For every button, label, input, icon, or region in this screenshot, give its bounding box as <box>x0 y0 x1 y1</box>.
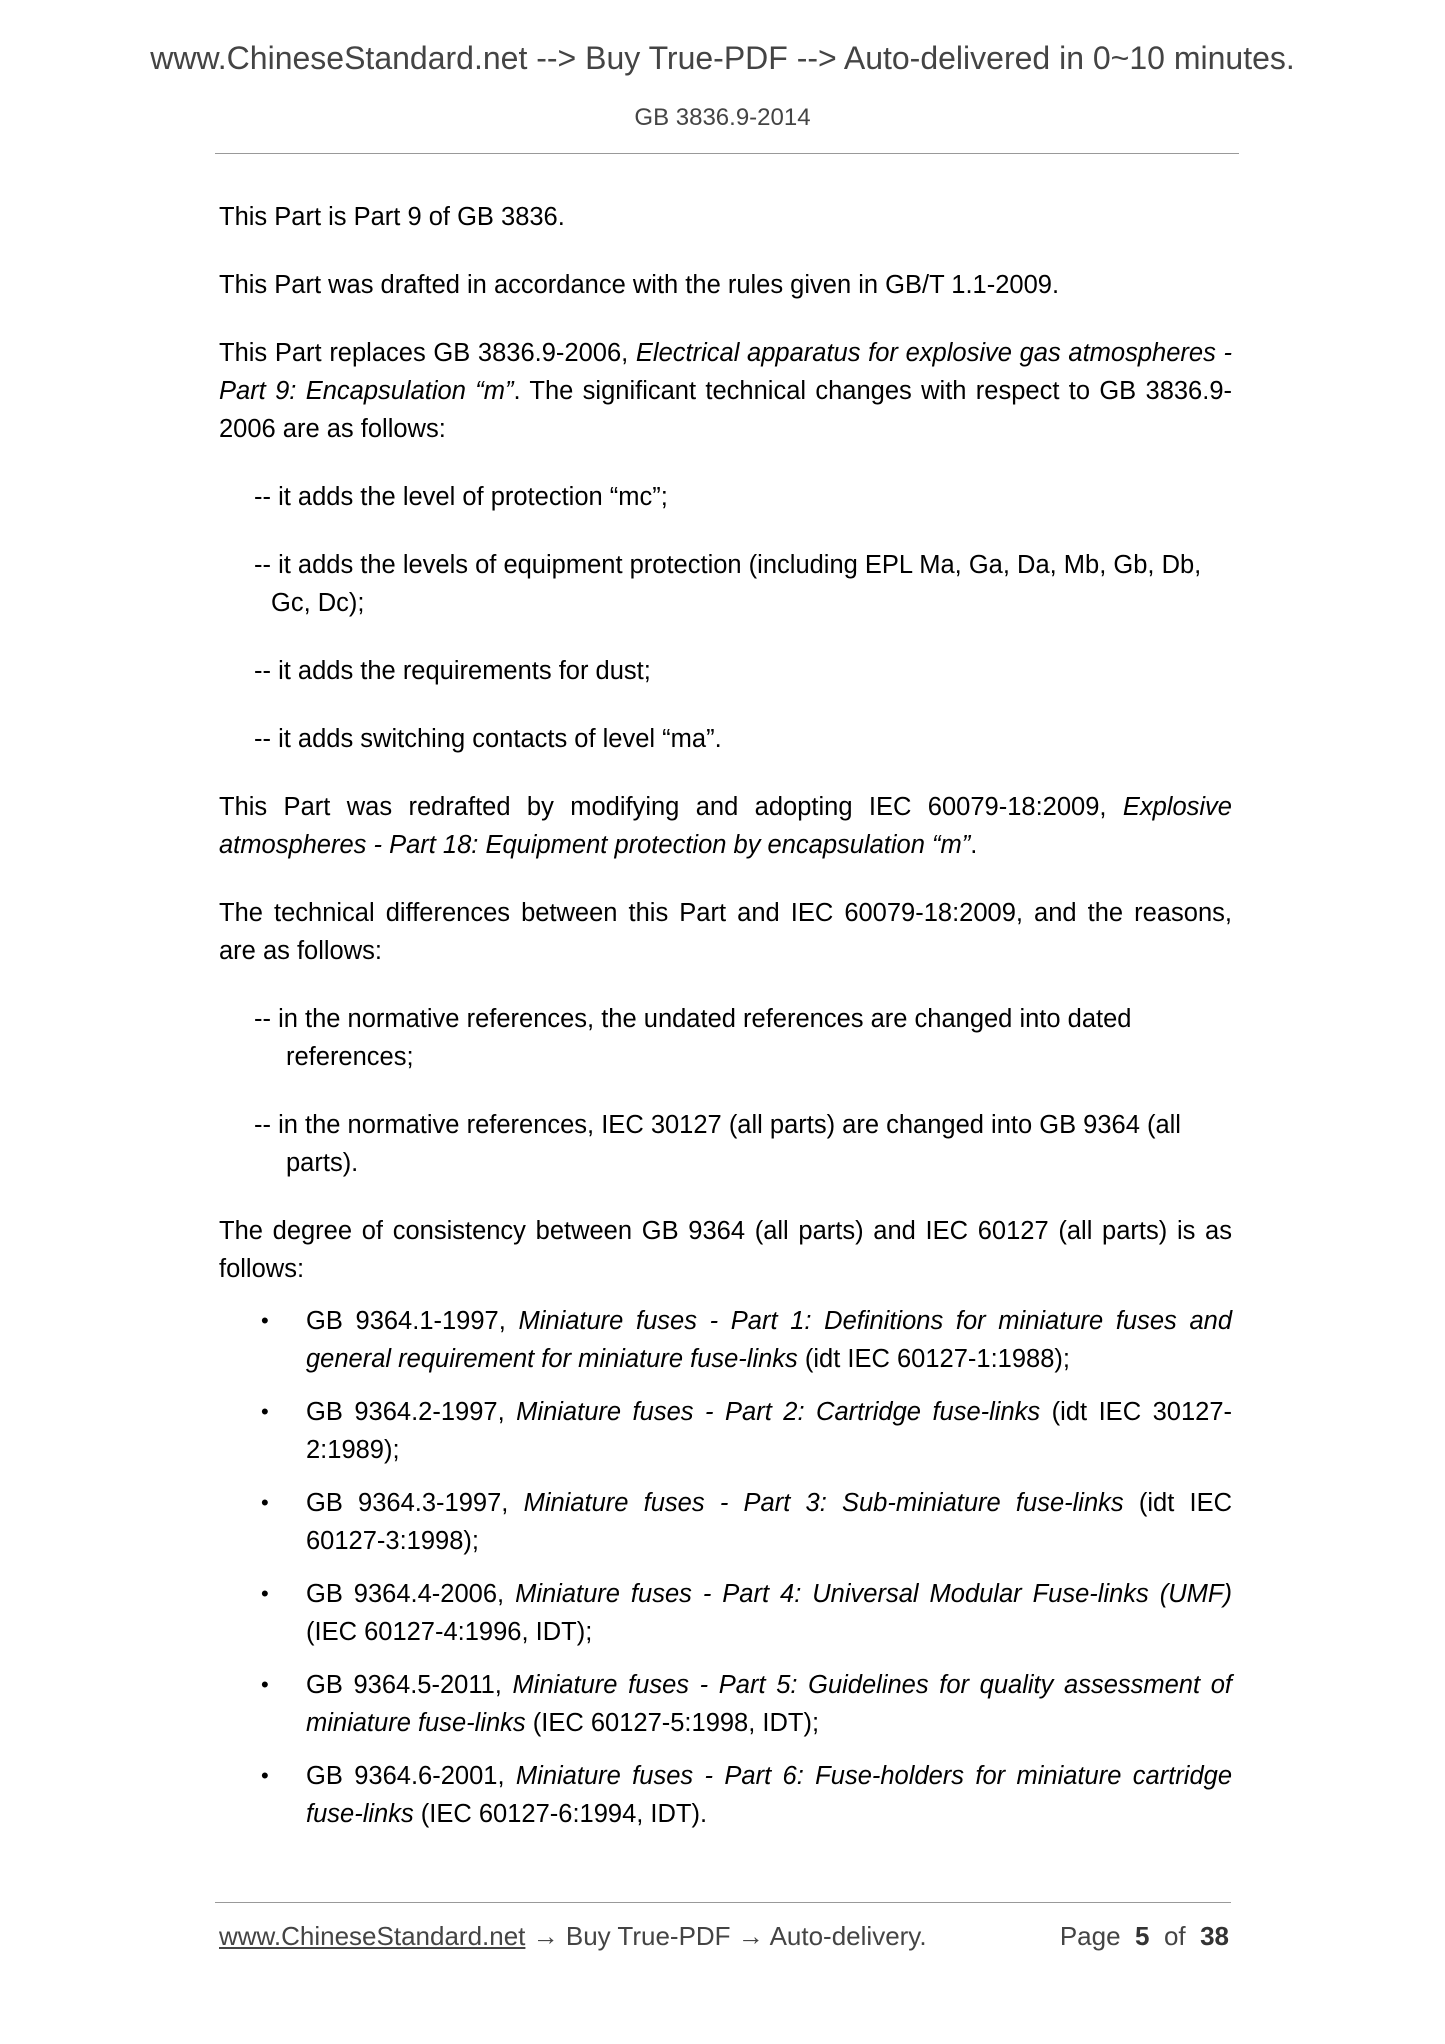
list-item <box>219 1666 1232 1742</box>
bullet-icon: • <box>261 1763 269 1788</box>
difference-item <box>254 1106 1232 1182</box>
item-code: GB 9364.1-1997, <box>306 1307 519 1335</box>
change-item: -- it adds the level of protection “mc”; <box>254 483 668 511</box>
paragraph-part-number: This Part is Part 9 of GB 3836. <box>219 203 565 231</box>
item-title: Miniature fuses - Part 4: Universal Modular Fuse-links (UMF) <box>515 1580 1232 1608</box>
bullet-icon: • <box>261 1308 269 1333</box>
item-code: GB 9364.2-1997, <box>306 1398 517 1426</box>
paragraph-adoption <box>219 788 1232 864</box>
change-item <box>254 546 1232 622</box>
difference-line: -- in the normative references, IEC 30127 (all parts) are changed into GB 9364 (all <box>254 1111 1181 1139</box>
of-label: of <box>1163 1921 1186 1951</box>
bullet-icon: • <box>261 1672 269 1697</box>
item-title: Miniature fuses - Part 6: Fuse-holders for miniature cartridge fuse-links <box>306 1762 1232 1828</box>
item-title: Miniature fuses - Part 2: Cartridge fuse-links <box>516 1398 1041 1426</box>
difference-item <box>254 1000 1232 1076</box>
list-item <box>219 1757 1232 1833</box>
change-item: -- it adds the requirements for dust; <box>254 657 651 685</box>
footer-divider <box>215 1902 1231 1903</box>
paragraph-consistency: The degree of consistency between GB 9364 (all parts) and IEC 60127 (all parts) is as follows: <box>219 1217 1232 1283</box>
list-item <box>219 1575 1232 1651</box>
page-label: Page <box>1059 1921 1121 1951</box>
paragraph-replaces <box>219 334 1232 448</box>
item-code: GB 9364.3-1997, <box>306 1489 524 1517</box>
item-code: GB 9364.5-2011, <box>306 1671 513 1699</box>
item-title: Miniature fuses - Part 3: Sub-miniature fuse-links <box>523 1489 1124 1517</box>
document-code: GB 3836.9-2014 <box>634 104 811 131</box>
paragraph-differences: The technical differences between this Part and IEC 60079-18:2009, and the reasons, are as follows: <box>219 899 1232 965</box>
item-equivalence: (IEC 60127-4:1996, IDT); <box>306 1618 593 1646</box>
text-fragment: This Part replaces GB 3836.9-2006, <box>219 339 636 367</box>
page-indicator <box>1060 1921 1229 1952</box>
item-equivalence: (idt IEC 30127-2:1989); <box>306 1398 1233 1464</box>
difference-line-continued: parts). <box>286 1149 359 1177</box>
item-title: Miniature fuses - Part 5: Guidelines for quality assessment of miniature fuse-links <box>306 1671 1232 1737</box>
bullet-icon: • <box>261 1581 269 1606</box>
bullet-icon: • <box>261 1490 269 1515</box>
change-line-continued: Gc, Dc); <box>271 589 365 617</box>
page-body <box>219 198 1232 1833</box>
list-item <box>219 1302 1232 1378</box>
list-item <box>219 1393 1232 1469</box>
item-title: Miniature fuses - Part 1: Definitions for miniature fuses and general requirement for miniature fuse-links <box>306 1307 1232 1373</box>
list-item <box>219 1484 1232 1560</box>
item-code: GB 9364.6-2001, <box>306 1762 516 1790</box>
total-pages: 38 <box>1200 1921 1229 1951</box>
footer-site-link[interactable]: www.ChineseStandard.net <box>219 1921 526 1951</box>
item-equivalence: (IEC 60127-6:1994, IDT). <box>413 1800 708 1828</box>
bullet-icon: • <box>261 1399 269 1424</box>
page-footer <box>219 1921 1229 1952</box>
difference-line-continued: references; <box>286 1043 414 1071</box>
standard-title: Electrical apparatus for explosive gas atmospheres - Part 9: Encapsulation “m” <box>219 339 1233 405</box>
item-equivalence: (idt IEC 60127-3:1998); <box>306 1489 1232 1555</box>
item-equivalence: (IEC 60127-5:1998, IDT); <box>525 1709 820 1737</box>
page-number: 5 <box>1135 1921 1150 1951</box>
standard-title: Explosive atmospheres - Part 18: Equipment protection by encapsulation “m” <box>219 793 1232 859</box>
text-fragment: This Part was redrafted by modifying and adopting IEC 60079-18:2009, <box>219 793 1123 821</box>
paragraph-drafting-rules: This Part was drafted in accordance with the rules given in GB/T 1.1-2009. <box>219 271 1060 299</box>
change-item: -- it adds switching contacts of level “ma”. <box>254 725 722 753</box>
footer-tagline: → Buy True-PDF → Auto-delivery. <box>525 1921 927 1951</box>
consistency-list <box>219 1302 1232 1833</box>
item-code: GB 9364.4-2006, <box>306 1580 516 1608</box>
top-banner[interactable]: www.ChineseStandard.net --> Buy True-PDF --> Auto-delivered in 0~10 minutes. <box>150 40 1295 76</box>
difference-line: -- in the normative references, the undated references are changed into dated <box>254 1005 1132 1033</box>
text-fragment: . <box>970 831 978 859</box>
text-fragment: . The significant technical changes with respect to GB 3836.9-2006 are as follows: <box>219 377 1232 443</box>
change-line: -- it adds the levels of equipment protection (including EPL Ma, Ga, Da, Mb, Gb, Db, <box>254 551 1202 579</box>
item-equivalence: (idt IEC 60127-1:1988); <box>797 1345 1070 1373</box>
header-divider <box>215 153 1239 154</box>
